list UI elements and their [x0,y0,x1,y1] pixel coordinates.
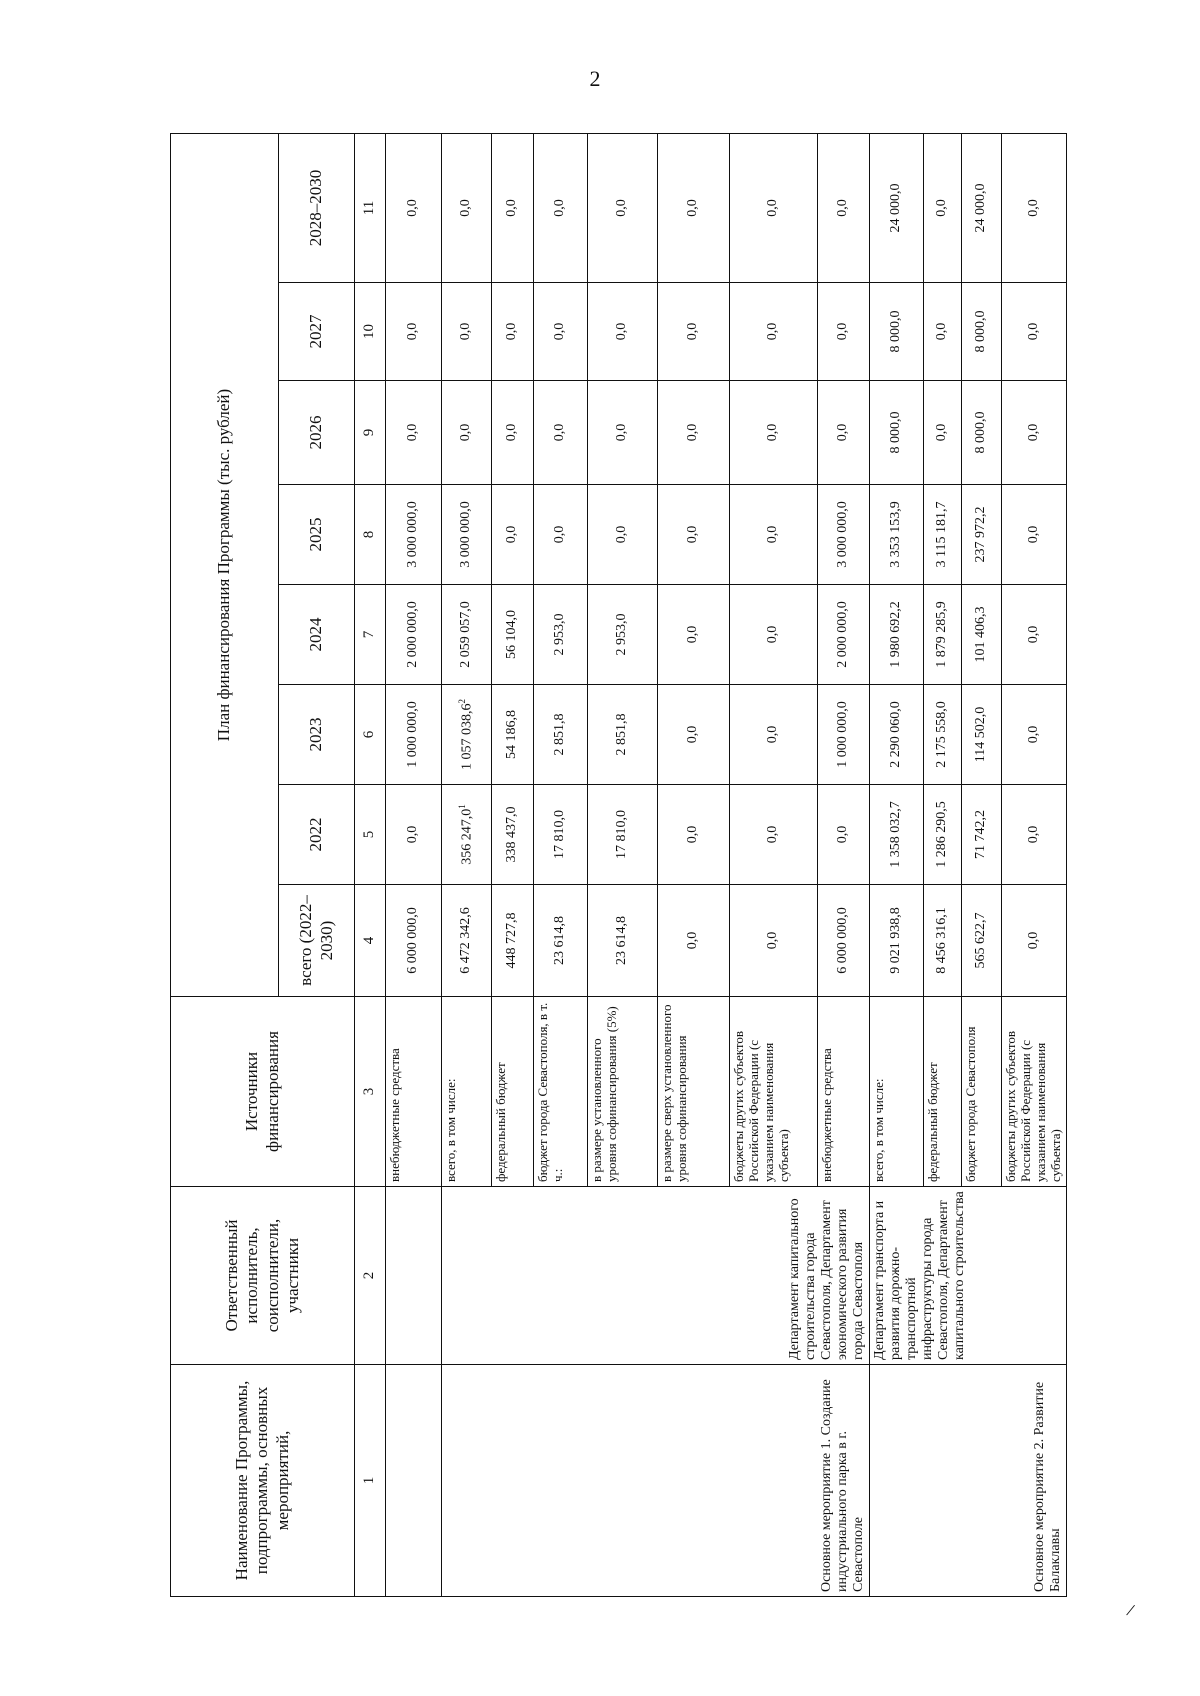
header-col3: Источники финансирования [171,997,355,1187]
value-cell: 56 104,0 [492,585,534,685]
header-col1: Наименование Программы, подпрограммы, основных мероприятий, [171,1365,355,1597]
value-cell: 0,0 [730,785,818,885]
header-year: 2024 [279,585,355,685]
source-cell: бюджеты других субъектов Российской Федерации (с указанием наименования субъекта) [730,997,818,1187]
value-cell: 8 000,0 [870,381,924,485]
page-number: 2 [589,66,601,91]
value-cell: 9 021 938,8 [870,885,924,997]
value-cell: 0,0 [730,585,818,685]
source-cell: всего, в том числе: [442,997,492,1187]
value-cell: 0,0 [442,283,492,381]
value-cell: 1 000 000,0 [818,685,870,785]
value-cell: 0,0 [588,283,658,381]
value-cell: 71 742,2 [962,785,1002,885]
value-cell: 0,0 [588,381,658,485]
value-cell: 0,0 [730,134,818,283]
value-cell: 6 000 000,0 [818,885,870,997]
value-cell: 3 000 000,0 [442,485,492,585]
measure-2-executor: Департамент транспорта и развития дорожно-транспортной инфраструктуры города Севастополя, Департамент капитального строительства [870,1187,1067,1365]
value-cell: 448 727,8 [492,885,534,997]
stray-mark: / [1124,1599,1137,1621]
value-cell: 6 472 342,6 [442,885,492,997]
name-cell-empty [386,1365,442,1597]
value-cell: 0,0 [658,134,730,283]
value-cell: 3 353 153,9 [870,485,924,585]
value-cell: 2 000 000,0 [386,585,442,685]
value-cell: 0,0 [658,485,730,585]
value-cell: 101 406,3 [962,585,1002,685]
value-cell: 565 622,7 [962,885,1002,997]
value-cell: 0,0 [924,283,962,381]
value-cell: 0,0 [658,785,730,885]
header-col2: Ответственный исполнитель, соисполнители, участники [171,1187,355,1365]
value-cell: 0,0 [492,485,534,585]
executor-cell-empty [386,1187,442,1365]
value-cell: 0,0 [730,381,818,485]
value-cell: 0,0 [492,283,534,381]
value-cell: 0,0 [818,283,870,381]
value-cell: 0,0 [534,134,588,283]
value-cell: 0,0 [588,134,658,283]
value-cell: 0,0 [386,134,442,283]
value-cell: 1 980 692,2 [870,585,924,685]
value-cell: 0,0 [386,785,442,885]
column-number: 7 [355,585,386,685]
financing-table [170,133,1067,1597]
source-cell: бюджет города Севастополя, в т. ч.: [534,997,588,1187]
header-plan: План финансирования Программы (тыс. рублей) [171,134,279,997]
value-cell: 1 358 032,7 [870,785,924,885]
value-cell: 0,0 [534,381,588,485]
header-year: 2026 [279,381,355,485]
column-number: 11 [355,134,386,283]
value-cell: 1 286 290,5 [924,785,962,885]
value-cell: 2 953,0 [534,585,588,685]
value-cell: 2 851,8 [534,685,588,785]
source-cell: федеральный бюджет [492,997,534,1187]
value-cell: 1 000 000,0 [386,685,442,785]
value-cell: 2 175 558,0 [924,685,962,785]
value-cell: 2 000 000,0 [818,585,870,685]
header-year: 2022 [279,785,355,885]
value-cell: 0,0 [1002,485,1067,585]
value-cell: 0,0 [386,381,442,485]
value-cell: 0,0 [1002,885,1067,997]
value-cell: 2 953,0 [588,585,658,685]
value-cell: 0,0 [818,785,870,885]
header-total: всего (2022–2030) [279,885,355,997]
rotated-table-container [170,134,1063,1597]
value-cell: 0,0 [1002,685,1067,785]
value-cell: 0,0 [730,685,818,785]
value-cell: 114 502,0 [962,685,1002,785]
value-cell: 0,0 [1002,283,1067,381]
value-cell: 0,0 [658,585,730,685]
value-cell: 8 456 316,1 [924,885,962,997]
value-cell: 0,0 [492,381,534,485]
value-cell: 0,0 [730,885,818,997]
value-text: 1 057 038,6 [459,703,475,770]
source-cell: бюджеты других субъектов Российской Федерации (с указанием наименования субъекта) [1002,997,1067,1187]
value-cell: 0,0 [924,381,962,485]
value-cell: 0,0 [658,381,730,485]
value-cell: 338 437,0 [492,785,534,885]
value-cell: 237 972,2 [962,485,1002,585]
source-cell: федеральный бюджет [924,997,962,1187]
column-number: 5 [355,785,386,885]
footnote-mark: 2 [457,699,468,704]
source-cell: всего, в том числе: [870,997,924,1187]
footnote-mark: 1 [457,804,468,809]
header-year: 2027 [279,283,355,381]
value-cell: 0,0 [492,134,534,283]
value-cell: 23 614,8 [588,885,658,997]
column-number: 4 [355,885,386,997]
header-row-1 [171,134,279,1597]
value-cell: 17 810,0 [534,785,588,885]
column-number: 2 [355,1187,386,1365]
value-cell: 0,0 [386,283,442,381]
value-cell [442,685,492,785]
value-cell: 24 000,0 [962,134,1002,283]
column-number: 1 [355,1365,386,1597]
value-cell: 2 059 057,0 [442,585,492,685]
value-cell: 0,0 [442,381,492,485]
column-number: 6 [355,685,386,785]
value-cell: 0,0 [442,134,492,283]
header-year: 2028–2030 [279,134,355,283]
source-cell: в размере сверх установленного уровня софинансирования [658,997,730,1187]
value-cell: 0,0 [730,485,818,585]
value-cell: 0,0 [924,134,962,283]
column-number: 8 [355,485,386,585]
value-cell: 0,0 [818,134,870,283]
source-cell: бюджет города Севастополя [962,997,1002,1187]
value-cell: 0,0 [818,381,870,485]
value-cell: 0,0 [658,283,730,381]
value-cell: 54 186,8 [492,685,534,785]
column-number: 9 [355,381,386,485]
value-cell: 8 000,0 [870,283,924,381]
source-cell: в размере установленного уровня софинансирования (5%) [588,997,658,1187]
value-cell: 0,0 [658,685,730,785]
header-year: 2025 [279,485,355,585]
value-cell: 3 115 181,7 [924,485,962,585]
value-cell: 0,0 [588,485,658,585]
measure-2-name: Основное мероприятие 2. Развитие Балаклавы [870,1365,1067,1597]
value-cell: 3 000 000,0 [386,485,442,585]
table-row [442,134,492,1597]
value-cell: 0,0 [534,485,588,585]
value-cell: 2 851,8 [588,685,658,785]
value-cell: 8 000,0 [962,381,1002,485]
value-cell: 3 000 000,0 [818,485,870,585]
value-cell: 0,0 [658,885,730,997]
column-number: 10 [355,283,386,381]
value-cell: 2 290 060,0 [870,685,924,785]
value-cell: 0,0 [1002,585,1067,685]
source-cell: внебюджетные средства [386,997,442,1187]
value-cell: 0,0 [1002,381,1067,485]
measure-1-name: Основное мероприятие 1. Создание индустриального парка в г. Севастополе [442,1365,870,1597]
table-row [386,134,442,1597]
value-cell: 6 000 000,0 [386,885,442,997]
table-row [870,134,924,1597]
column-number: 3 [355,997,386,1187]
value-cell: 0,0 [730,283,818,381]
header-year: 2023 [279,685,355,785]
value-cell: 24 000,0 [870,134,924,283]
value-text: 356 247,0 [459,808,475,865]
value-cell: 0,0 [534,283,588,381]
value-cell: 0,0 [1002,134,1067,283]
value-cell: 0,0 [1002,785,1067,885]
column-number-row [355,134,386,1597]
measure-1-executor: Департамент капитального строительства города Севастополя, Департамент экономического развития города Севастополя [442,1187,870,1365]
value-cell: 8 000,0 [962,283,1002,381]
source-cell: внебюджетные средства [818,997,870,1187]
value-cell: 23 614,8 [534,885,588,997]
value-cell [442,785,492,885]
value-cell: 17 810,0 [588,785,658,885]
value-cell: 1 879 285,9 [924,585,962,685]
